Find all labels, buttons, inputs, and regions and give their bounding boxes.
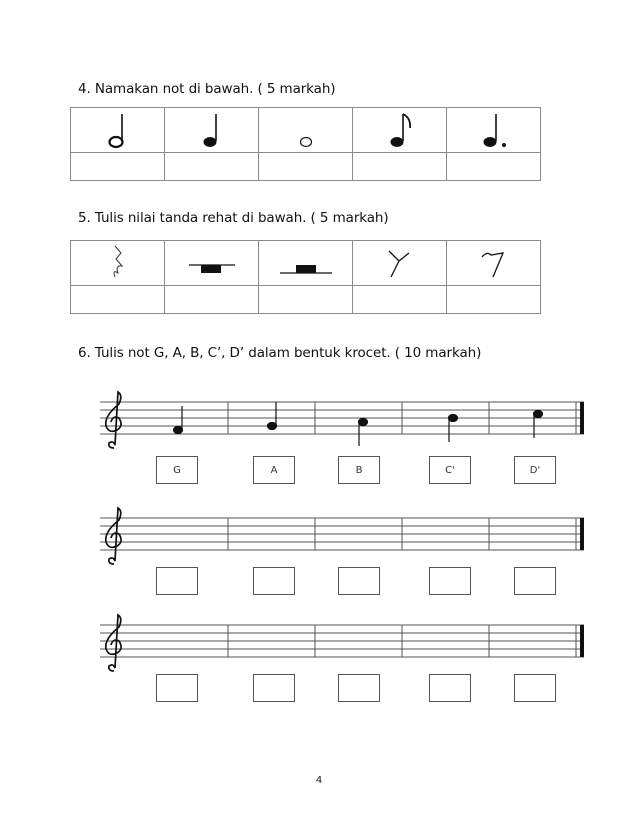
answer-cell[interactable] [447, 286, 541, 314]
answer-box[interactable] [156, 674, 198, 702]
note-cell [165, 108, 259, 153]
label-box-c-high: C' [429, 456, 471, 484]
note-cell [447, 108, 541, 153]
quaver-rest-icon [479, 243, 509, 283]
answer-box[interactable] [429, 674, 471, 702]
treble-clef-icon [106, 392, 121, 448]
quaver-note-icon [385, 110, 415, 150]
treble-clef-icon [106, 615, 121, 671]
label-box-g: G [156, 456, 198, 484]
answer-cell[interactable] [259, 286, 353, 314]
answer-cell[interactable] [165, 286, 259, 314]
minim-note-icon [103, 110, 133, 150]
answer-box[interactable] [253, 674, 295, 702]
answer-box[interactable] [429, 567, 471, 595]
note-a [268, 402, 277, 430]
rest-cell [353, 241, 447, 286]
rest-cell [165, 241, 259, 286]
answer-box[interactable] [514, 674, 556, 702]
note-b [359, 419, 368, 447]
page-number: 4 [315, 775, 323, 786]
rests-table [70, 240, 541, 314]
answer-staff-1[interactable] [100, 504, 588, 566]
note-cell [71, 108, 165, 153]
answer-cell[interactable] [353, 286, 447, 314]
rest-cell [447, 241, 541, 286]
crotchet-note-icon [197, 110, 227, 150]
example-staff [100, 388, 588, 450]
label-box-a: A [253, 456, 295, 484]
note-c-high [449, 415, 458, 443]
answer-box[interactable] [338, 567, 380, 595]
treble-clef-icon [106, 508, 121, 564]
note-cell [353, 108, 447, 153]
label-box-d-high: D' [514, 456, 556, 484]
answer-box[interactable] [156, 567, 198, 595]
answer-cell[interactable] [71, 153, 165, 181]
dotted-crotchet-note-icon [477, 110, 511, 150]
answer-cell[interactable] [447, 153, 541, 181]
answer-staff-2[interactable] [100, 611, 588, 673]
semibreve-note-icon [291, 110, 321, 150]
answer-box[interactable] [338, 674, 380, 702]
question-5-prompt: 5. Tulis nilai tanda rehat di bawah. ( 5 markah) [78, 210, 389, 226]
label-box-b: B [338, 456, 380, 484]
notes-table [70, 107, 541, 181]
note-cell [259, 108, 353, 153]
answer-cell[interactable] [71, 286, 165, 314]
minim-rest-icon [278, 243, 334, 283]
answer-box[interactable] [514, 567, 556, 595]
question-4-prompt: 4. Namakan not di bawah. ( 5 markah) [78, 81, 336, 97]
answer-box[interactable] [253, 567, 295, 595]
crotchet-rest-icon [106, 243, 130, 283]
answer-cell[interactable] [259, 153, 353, 181]
answer-cell[interactable] [165, 153, 259, 181]
rest-cell [259, 241, 353, 286]
semibreve-rest-icon [187, 243, 237, 283]
quaver-rest-icon [385, 243, 415, 283]
answer-cell[interactable] [353, 153, 447, 181]
rest-cell [71, 241, 165, 286]
question-6-prompt: 6. Tulis not G, A, B, C’, D’ dalam bentuk krocet. ( 10 markah) [78, 345, 482, 361]
